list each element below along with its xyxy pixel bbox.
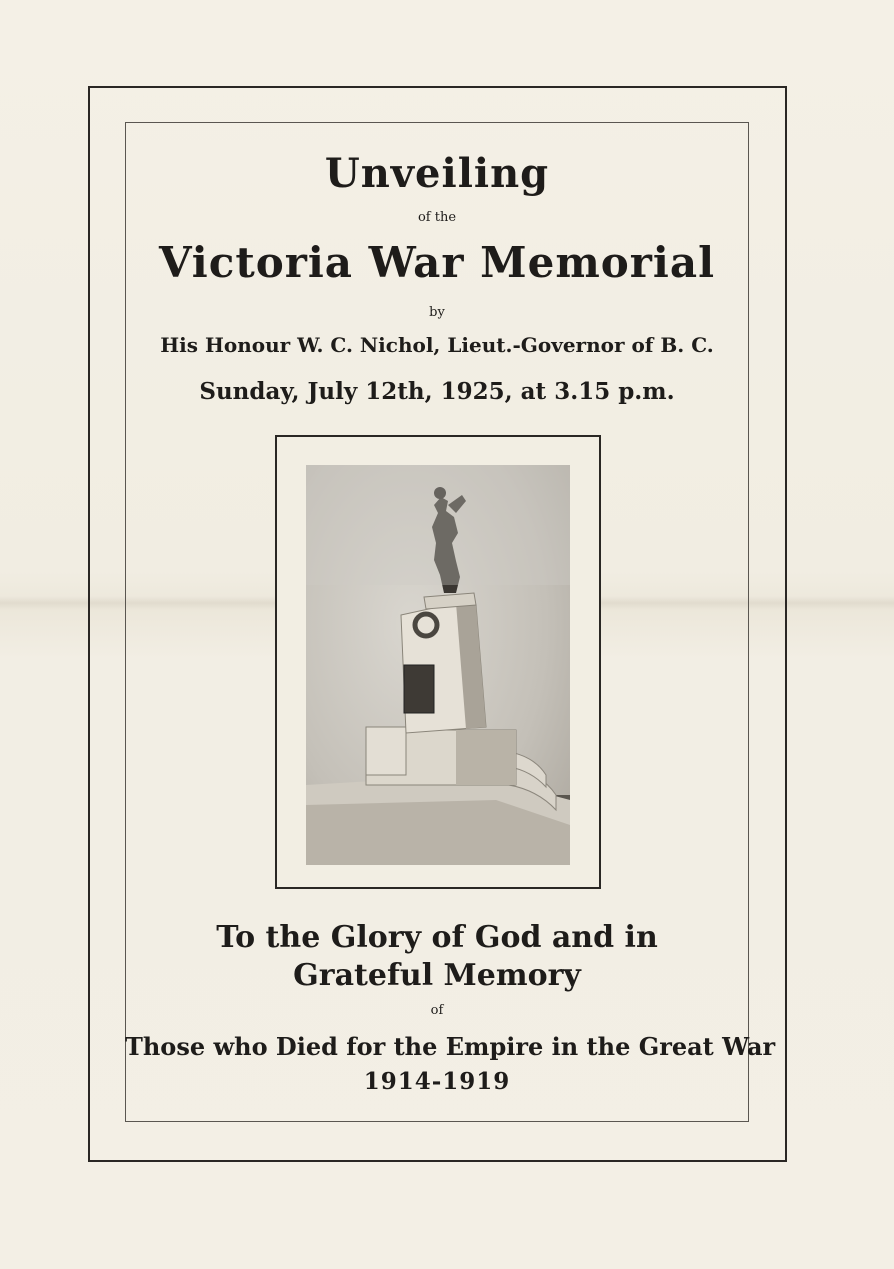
dedication-line-1: To the Glory of God and in xyxy=(216,920,658,955)
heading-memorial: Victoria War Memorial xyxy=(158,238,716,287)
memorial-illustration xyxy=(306,465,570,865)
dedication-line-3: Those who Died for the Empire in the Great War xyxy=(125,1032,776,1061)
of-text: of xyxy=(430,1003,444,1018)
memorial-photo xyxy=(306,465,570,865)
event-date: Sunday, July 12th, 1925, at 3.15 p.m. xyxy=(199,378,675,405)
dedication-line-2: Grateful Memory xyxy=(293,958,581,993)
war-years: 1914-1919 xyxy=(363,1068,511,1095)
photo-frame xyxy=(275,435,601,889)
by-text: by xyxy=(429,305,445,320)
of-the-text: of the xyxy=(417,210,457,225)
dignitary-text: His Honour W. C. Nichol, Lieut.-Governor of B. C. xyxy=(160,333,714,357)
heading-unveiling: Unveiling xyxy=(324,150,550,197)
